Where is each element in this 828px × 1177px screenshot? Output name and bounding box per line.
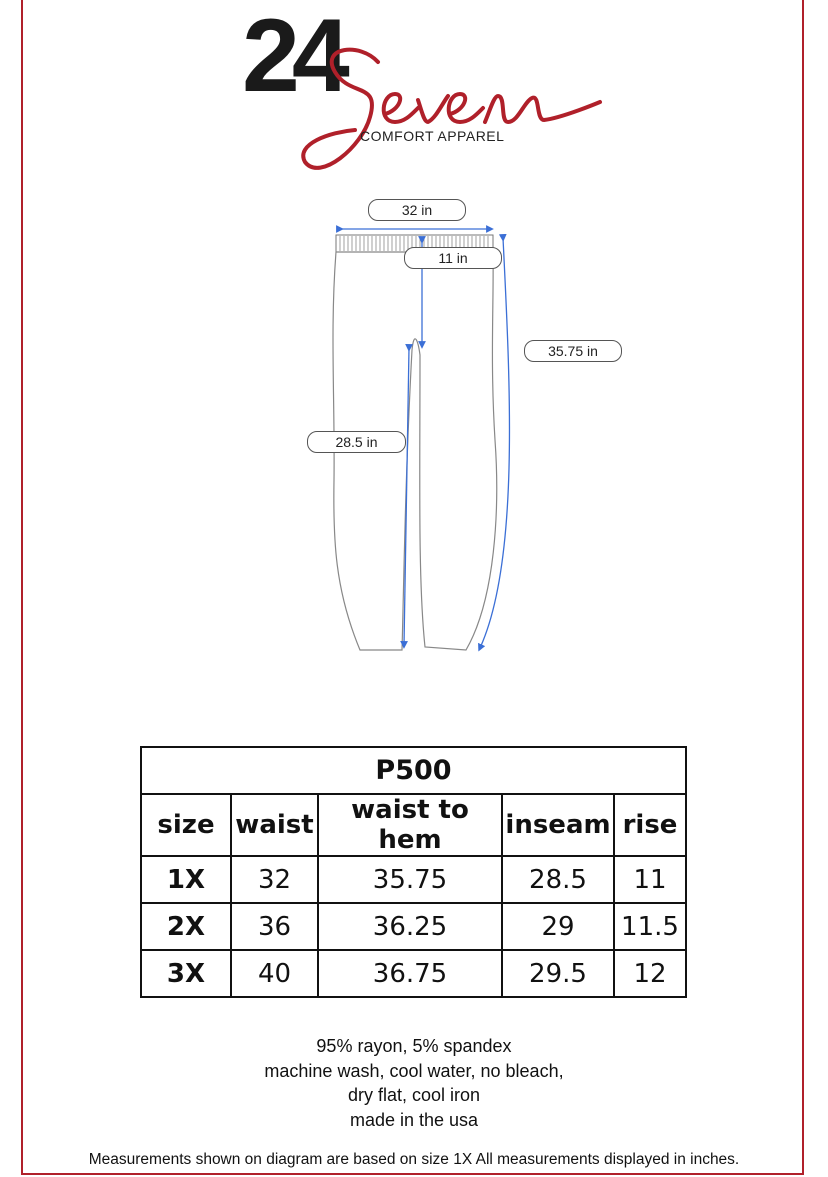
cell-waist: 40 (231, 950, 318, 997)
header-size: size (141, 794, 231, 856)
dry-instructions: dry flat, cool iron (347, 1085, 481, 1105)
cell-waist: 32 (231, 856, 318, 903)
table-header-row (141, 794, 686, 856)
waist-label: 32 in (368, 199, 466, 221)
table-row (141, 950, 686, 997)
inseam-label: 28.5 in (307, 431, 406, 453)
cell-inseam: 29 (502, 903, 614, 950)
care-instructions (0, 1034, 828, 1132)
logo-tagline: COMFORT APPAREL (360, 128, 505, 144)
header-waist: waist (231, 794, 318, 856)
rise-label: 11 in (404, 247, 502, 269)
cell-waist-to-hem: 36.25 (318, 903, 502, 950)
pants-diagram (0, 180, 828, 680)
origin-text: made in the usa (349, 1109, 479, 1130)
cell-rise: 11 (614, 856, 686, 903)
header-inseam: inseam (502, 794, 614, 856)
cell-waist: 36 (231, 903, 318, 950)
cell-size: 3X (141, 950, 231, 997)
fabric-content: 95% rayon, 5% spandex (316, 1036, 512, 1056)
cell-size: 1X (141, 856, 231, 903)
brand-logo (240, 0, 610, 164)
table-row (141, 903, 686, 950)
cell-size: 2X (141, 903, 231, 950)
waist-to-hem-label: 35.75 in (524, 340, 622, 362)
table-row (141, 856, 686, 903)
table-title-row (141, 747, 686, 794)
cell-waist-to-hem: 35.75 (318, 856, 502, 903)
cell-inseam: 29.5 (502, 950, 614, 997)
inseam-measure-line (404, 348, 409, 645)
logo-number: 24 (242, 0, 342, 114)
header-rise: rise (614, 794, 686, 856)
table-title: P500 (141, 747, 686, 794)
logo-script-seven (300, 22, 610, 172)
cell-inseam: 28.5 (502, 856, 614, 903)
size-chart-table (140, 746, 687, 998)
cell-rise: 11.5 (614, 903, 686, 950)
cell-rise: 12 (614, 950, 686, 997)
cell-waist-to-hem: 36.75 (318, 950, 502, 997)
measurement-footnote: Measurements shown on diagram are based on size 1X All measurements displayed in inches. (88, 1151, 740, 1168)
header-waist-to-hem: waist to hem (318, 794, 502, 856)
wash-instructions: machine wash, cool water, no bleach, (264, 1060, 564, 1081)
